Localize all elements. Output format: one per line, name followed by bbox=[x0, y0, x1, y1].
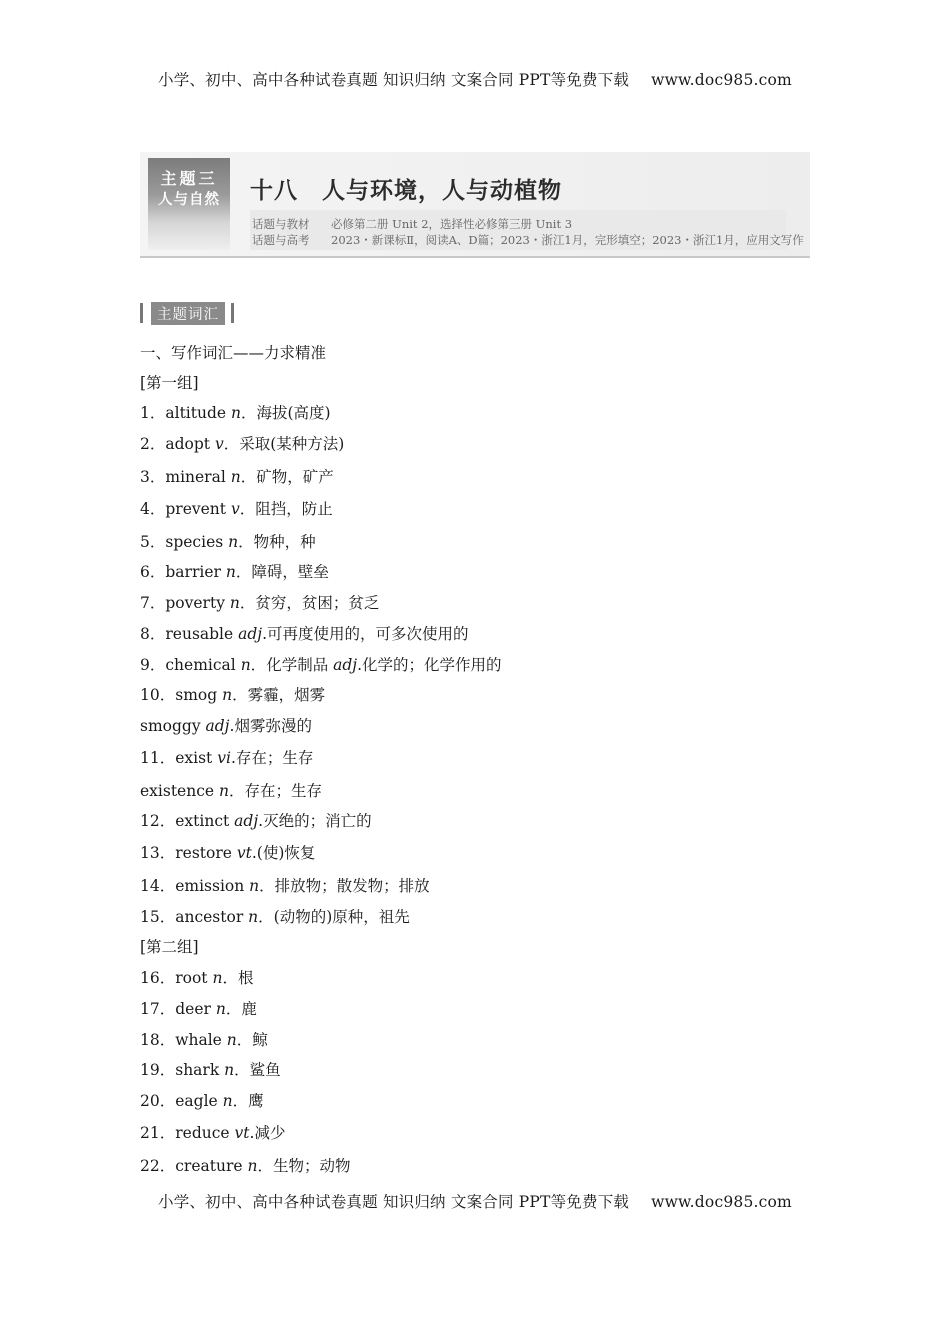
header-text: 小学、初中、高中各种试卷真题 知识归纳 文案合同 PPT等免费下载 bbox=[158, 71, 630, 89]
item-definition: 阻挡，防止 bbox=[255, 500, 333, 518]
vocab-item bbox=[140, 997, 257, 1019]
theme-badge bbox=[148, 158, 230, 250]
item-number: 10． bbox=[140, 686, 176, 704]
item-pos: adj bbox=[205, 717, 230, 735]
badge-line2: 人与自然 bbox=[158, 192, 220, 208]
item-number: 22． bbox=[140, 1157, 176, 1175]
vocab-item bbox=[140, 905, 410, 927]
badge-line1: 主题三 bbox=[160, 169, 218, 188]
item-definition: 减少 bbox=[254, 1124, 286, 1142]
item-pos: v bbox=[214, 435, 224, 453]
item-number: 6． bbox=[140, 563, 166, 581]
item-number: 15． bbox=[140, 908, 176, 926]
item-pos: n bbox=[212, 969, 223, 987]
vocab-item bbox=[140, 966, 253, 988]
item-definition: 化学的；化学作用的 bbox=[362, 656, 502, 674]
meta-row-exam bbox=[252, 232, 804, 248]
item-sep: . bbox=[251, 844, 257, 862]
item-number: 1． bbox=[140, 404, 166, 422]
item-number: 21． bbox=[140, 1124, 176, 1142]
item-sep: ． bbox=[240, 404, 257, 422]
item-number: 17． bbox=[140, 1000, 176, 1018]
item-sep: ． bbox=[222, 969, 238, 987]
item-sep: ． bbox=[238, 533, 254, 551]
item-sep: . bbox=[230, 749, 236, 767]
item-pos: vt bbox=[234, 1124, 250, 1142]
item-word: restore bbox=[175, 844, 237, 862]
item-sep: ． bbox=[257, 1157, 273, 1175]
item-pos: n bbox=[226, 1031, 237, 1049]
item-word: emission bbox=[175, 877, 250, 895]
item-word: eagle bbox=[175, 1092, 223, 1110]
item-definition: 鹿 bbox=[241, 1000, 257, 1018]
vocab-item bbox=[140, 1121, 285, 1143]
item-number: 19． bbox=[140, 1061, 176, 1079]
item-word: smog bbox=[175, 686, 223, 704]
item-sep: ． bbox=[240, 468, 257, 486]
item-pos: n bbox=[222, 1092, 233, 1110]
item-sep: ． bbox=[232, 1092, 249, 1110]
item-sep: ． bbox=[225, 1000, 242, 1018]
item-number: 13． bbox=[140, 844, 176, 862]
vocab-item bbox=[140, 497, 333, 519]
vocab-item bbox=[140, 746, 313, 768]
vocab-item bbox=[140, 432, 344, 454]
vocab-item bbox=[140, 401, 331, 423]
topic-banner bbox=[140, 152, 810, 258]
meta-label: 话题与高考 bbox=[252, 233, 310, 247]
item-word: whale bbox=[175, 1031, 227, 1049]
item-pos: n bbox=[229, 594, 240, 612]
item-number: 7． bbox=[140, 594, 166, 612]
item-word: root bbox=[175, 969, 213, 987]
meta-label: 话题与教材 bbox=[252, 217, 310, 231]
item-sep: . bbox=[258, 812, 264, 830]
item-definition: 矿物，矿产 bbox=[256, 468, 334, 486]
header-url: www.doc985.com bbox=[651, 71, 792, 89]
item-pos: vt bbox=[236, 844, 252, 862]
item-sep: ． bbox=[235, 563, 252, 581]
item-sep: . bbox=[357, 656, 363, 674]
item-pos: n bbox=[215, 1000, 226, 1018]
item-sep: ． bbox=[236, 1031, 253, 1049]
vocab-item bbox=[140, 1089, 264, 1111]
item-word: reusable bbox=[165, 625, 239, 643]
item-sep: ． bbox=[234, 1061, 250, 1079]
item-pos: adj bbox=[234, 812, 259, 830]
item-word: adopt bbox=[165, 435, 215, 453]
item-sep: ． bbox=[228, 782, 245, 800]
topic-title bbox=[250, 172, 562, 205]
item-definition: 鹰 bbox=[248, 1092, 264, 1110]
vocab-item bbox=[140, 683, 325, 705]
vocab-item bbox=[140, 1154, 350, 1176]
item-number: 16． bbox=[140, 969, 176, 987]
item-pos: n bbox=[230, 468, 241, 486]
item-pos: n bbox=[228, 533, 239, 551]
item-word: ancestor bbox=[175, 908, 249, 926]
vocab-item bbox=[140, 841, 315, 863]
item-number: 4． bbox=[140, 500, 166, 518]
item-pos: n bbox=[240, 656, 251, 674]
item-definition: 烟雾弥漫的 bbox=[234, 717, 312, 735]
item-definition: (使)恢复 bbox=[256, 844, 316, 862]
item-definition: 贫穷，贫困；贫乏 bbox=[255, 594, 380, 612]
item-number: 20． bbox=[140, 1092, 176, 1110]
item-word: mineral bbox=[165, 468, 231, 486]
item-definition: 雾霾，烟雾 bbox=[247, 686, 326, 704]
item-sep: ． bbox=[258, 908, 274, 926]
item-pos: n bbox=[248, 908, 259, 926]
item-word: species bbox=[165, 533, 229, 551]
item-definition: (动物的)原种，祖先 bbox=[273, 908, 410, 926]
item-definition: 鲨鱼 bbox=[249, 1061, 281, 1079]
vocab-item bbox=[140, 874, 430, 896]
item-word: poverty bbox=[165, 594, 230, 612]
item-definition: 存在；生存 bbox=[244, 782, 323, 800]
item-definition: 障碍，壁垒 bbox=[251, 563, 329, 581]
item-pos: adj bbox=[238, 625, 263, 643]
topic-title-text: 人与环境，人与动植物 bbox=[322, 178, 562, 204]
item-number: 5． bbox=[140, 533, 166, 551]
item-number: 11． bbox=[140, 749, 176, 767]
vocab-item bbox=[140, 809, 372, 831]
item-number: 14． bbox=[140, 877, 176, 895]
item-word: barrier bbox=[165, 563, 226, 581]
item-word: existence bbox=[140, 782, 219, 800]
vocab-item bbox=[140, 465, 334, 487]
item-definition: 鲸 bbox=[252, 1031, 268, 1049]
item-number: 3． bbox=[140, 468, 166, 486]
item-definition: 采取(某种方法) bbox=[239, 435, 345, 453]
page-footer bbox=[0, 1190, 950, 1212]
item-pos: n bbox=[249, 877, 260, 895]
item-definition: 生物；动物 bbox=[272, 1157, 351, 1175]
item-pos: v bbox=[230, 500, 240, 518]
section-heading: 一、写作词汇——力求精准 bbox=[140, 344, 327, 362]
group-label: [第一组] bbox=[140, 374, 199, 392]
item-word: altitude bbox=[165, 404, 231, 422]
vocab-item bbox=[140, 779, 322, 801]
item-definition: 海拔(高度) bbox=[256, 404, 331, 422]
item-word: prevent bbox=[165, 500, 231, 518]
item-word: deer bbox=[175, 1000, 216, 1018]
topic-meta bbox=[250, 210, 804, 250]
item-word: reduce bbox=[175, 1124, 235, 1142]
item-pos: n bbox=[231, 404, 241, 422]
item-pos: n bbox=[224, 1061, 235, 1079]
item-pos: n bbox=[225, 563, 236, 581]
item-definition: 物种，种 bbox=[253, 533, 316, 551]
meta-row-textbook bbox=[252, 216, 572, 232]
item-pos: adj bbox=[333, 656, 358, 674]
topic-number: 十八 bbox=[250, 178, 298, 204]
vocab-item bbox=[140, 1028, 268, 1050]
item-pos: n bbox=[219, 782, 229, 800]
footer-text: 小学、初中、高中各种试卷真题 知识归纳 文案合同 PPT等免费下载 bbox=[158, 1193, 630, 1211]
vocab-item bbox=[140, 591, 379, 613]
item-word: chemical bbox=[165, 656, 241, 674]
item-sep: . bbox=[262, 625, 268, 643]
group-label: [第二组] bbox=[140, 938, 199, 956]
item-sep: ． bbox=[232, 686, 248, 704]
item-definition: 灭绝的；消亡的 bbox=[263, 812, 372, 830]
item-word: exist bbox=[175, 749, 218, 767]
vocab-item bbox=[140, 560, 329, 582]
item-pos: n bbox=[247, 1157, 258, 1175]
item-definition: 化学制品 bbox=[266, 656, 334, 674]
vocab-item bbox=[140, 530, 316, 552]
vocab-item bbox=[140, 653, 502, 675]
vocab-item bbox=[140, 714, 312, 736]
item-word: smoggy bbox=[140, 717, 206, 735]
footer-url: www.doc985.com bbox=[651, 1193, 792, 1211]
item-word: shark bbox=[175, 1061, 225, 1079]
item-word: creature bbox=[175, 1157, 248, 1175]
item-definition: 排放物；散发物；排放 bbox=[274, 877, 430, 895]
section-tag bbox=[140, 303, 234, 323]
item-sep: ． bbox=[239, 594, 256, 612]
section-tag-label: 主题词汇 bbox=[151, 302, 225, 325]
item-sep: . bbox=[249, 1124, 255, 1142]
item-number: 9． bbox=[140, 656, 166, 674]
meta-value: 必修第二册 Unit 2，选择性必修第三册 Unit 3 bbox=[331, 217, 573, 231]
item-number: 8． bbox=[140, 625, 166, 643]
item-number: 12． bbox=[140, 812, 176, 830]
item-sep: ． bbox=[250, 656, 267, 674]
item-number: 18． bbox=[140, 1031, 176, 1049]
item-definition: 存在；生存 bbox=[235, 749, 314, 767]
item-definition: 可再度使用的，可多次使用的 bbox=[267, 625, 469, 643]
item-word: extinct bbox=[175, 812, 235, 830]
vocab-item bbox=[140, 1058, 281, 1080]
meta-value: 2023・新课标Ⅱ，阅读A、D篇；2023・浙江1月，完形填空；2023・浙江1月，应用文写作 bbox=[331, 233, 804, 247]
item-pos: n bbox=[222, 686, 233, 704]
item-pos: vi bbox=[217, 749, 231, 767]
item-sep: ． bbox=[223, 435, 240, 453]
item-number: 2． bbox=[140, 435, 166, 453]
page-header bbox=[0, 68, 950, 90]
item-definition: 根 bbox=[237, 969, 254, 987]
item-sep: . bbox=[229, 717, 235, 735]
vocab-item bbox=[140, 622, 469, 644]
item-sep: ． bbox=[239, 500, 256, 518]
item-sep: ． bbox=[259, 877, 275, 895]
